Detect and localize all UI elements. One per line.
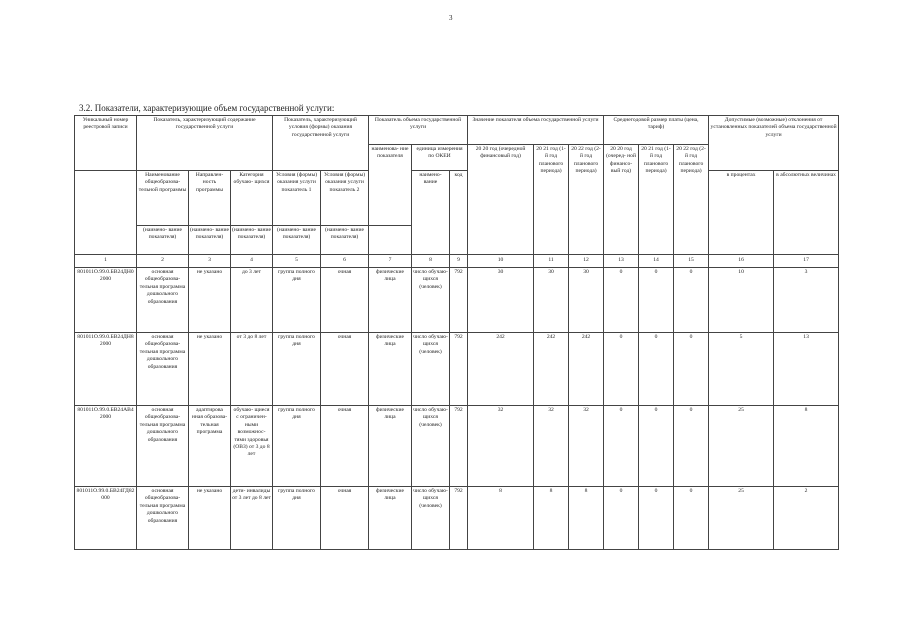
column-number: 14 — [639, 255, 674, 268]
cell-deviation-absolute: 3 — [774, 268, 839, 333]
cell-code: 792 — [450, 487, 468, 550]
cell-condition1: группа полного дня — [273, 268, 321, 333]
cell-code: 792 — [450, 268, 468, 333]
header-blank — [75, 171, 137, 255]
cell-deviation-percent: 10 — [709, 268, 774, 333]
header-sub-condition1: Условия (формы) оказания услуги показатель 1 — [273, 171, 321, 226]
header-avg-fee: Среднегодовой размер платы (цена, тариф) — [604, 116, 709, 145]
cell-value: 242 — [468, 333, 534, 406]
cell-fee: 0 — [674, 333, 709, 406]
cell-fee: 0 — [674, 268, 709, 333]
cell-deviation-absolute: 13 — [774, 333, 839, 406]
header-indicator-name: наименова- ние показателя — [369, 145, 412, 226]
column-number: 16 — [709, 255, 774, 268]
cell-indicator: физические лица — [369, 333, 412, 406]
cell-category: от 3 до 8 лет — [231, 333, 273, 406]
cell-direction: не указано — [189, 487, 231, 550]
cell-fee: 0 — [639, 333, 674, 406]
header-row-3 — [75, 171, 839, 226]
cell-value: 242 — [569, 333, 604, 406]
header-sub-category: Категория обучаю- щихся — [231, 171, 273, 226]
header-condition-indicator: Показатель, характеризующий условия (формы) оказания государственной услуги — [273, 116, 369, 171]
header-deviation: Допустимые (возможные) отклонения от установленных показателей объема государственной услуги — [709, 116, 839, 171]
header-fee-plan2: 20 22 год (2-й год планового периода) — [674, 145, 709, 255]
cell-indicator: физические лица — [369, 487, 412, 550]
cell-value: 30 — [468, 268, 534, 333]
cell-direction: не указано — [189, 268, 231, 333]
section-title: 3.2. Показатели, характеризующие объем государственной услуги: — [79, 103, 335, 113]
header-in-absolute: в абсолютных величинах — [774, 171, 839, 255]
header-sub-condition2: Условия (формы) оказания услуги показатель 2 — [321, 171, 369, 226]
table-row — [75, 406, 839, 487]
cell-unit: число обучаю- щихся (человек) — [412, 406, 450, 487]
cell-registry-id: 801011О.99.0.БВ24ДН02000 — [75, 268, 137, 333]
cell-unit: число обучаю- щихся (человек) — [412, 487, 450, 550]
cell-value: 242 — [534, 333, 569, 406]
table-row — [75, 268, 839, 333]
header-okei-unit: единица измерения по ОКЕИ — [412, 145, 468, 171]
cell-condition2: очная — [321, 487, 369, 550]
cell-fee: 0 — [604, 333, 639, 406]
column-number: 7 — [369, 255, 412, 268]
cell-fee: 0 — [674, 487, 709, 550]
header-content-indicator: Показатель, характеризующий содержание государственной услуги — [137, 116, 273, 171]
cell-deviation-percent: 25 — [709, 406, 774, 487]
header-year-next: 20 20 год (очередной финансовый год) — [468, 145, 534, 255]
cell-deviation-percent: 5 — [709, 333, 774, 406]
column-number: 13 — [604, 255, 639, 268]
cell-fee: 0 — [674, 406, 709, 487]
header-year-plan2: 20 22 год (2-й год планового периода) — [569, 145, 604, 255]
cell-registry-id: 801011О.99.0.БВ24АВ42000 — [75, 406, 137, 487]
column-number: 11 — [534, 255, 569, 268]
cell-fee: 0 — [639, 487, 674, 550]
cell-registry-id: 801011О.99.0.БВ24ГД82000 — [75, 487, 137, 550]
cell-condition2: очная — [321, 333, 369, 406]
cell-condition2: очная — [321, 268, 369, 333]
cell-value: 8 — [569, 487, 604, 550]
column-number: 6 — [321, 255, 369, 268]
column-number: 4 — [231, 255, 273, 268]
table-row — [75, 487, 839, 550]
header-volume-indicator: Показатель объема государственной услуги — [369, 116, 468, 145]
cell-condition1: группа полного дня — [273, 487, 321, 550]
header-name-of-indicator: (наимено- вание показателя) — [189, 226, 231, 255]
cell-value: 32 — [468, 406, 534, 487]
cell-program: основная общеобразова- тельная программа дошкольного образования — [137, 487, 189, 550]
column-number: 5 — [273, 255, 321, 268]
header-okei-code: код — [450, 171, 468, 255]
cell-value: 8 — [534, 487, 569, 550]
header-sub-program-name: Наименование общеобразова- тельной программы — [137, 171, 189, 226]
cell-unit: число обучаю- щихся (человек) — [412, 268, 450, 333]
header-fee-next: 20 20 год (очеред- ной финансо- вый год) — [604, 145, 639, 255]
cell-category: дети- инвалиды от 3 лет до 8 лет — [231, 487, 273, 550]
column-number: 10 — [468, 255, 534, 268]
header-okei-name: наимено- вание — [412, 171, 450, 255]
cell-registry-id: 801011О.99.0.БВ24ДН82000 — [75, 333, 137, 406]
cell-direction: адаптирова нная образова- тельная программа — [189, 406, 231, 487]
header-in-percent: в процентах — [709, 171, 774, 255]
column-number-row — [75, 255, 839, 268]
cell-condition1: группа полного дня — [273, 333, 321, 406]
cell-condition2: очная — [321, 406, 369, 487]
cell-indicator: физические лица — [369, 406, 412, 487]
header-name-of-indicator: (наимено- вание показателя) — [273, 226, 321, 255]
cell-code: 792 — [450, 333, 468, 406]
cell-indicator: физические лица — [369, 268, 412, 333]
column-number: 2 — [137, 255, 189, 268]
cell-value: 30 — [534, 268, 569, 333]
cell-program: основная общеобразова- тельная программа дошкольного образования — [137, 406, 189, 487]
cell-category: обучаю- щиеся с ограничен- ными возможнос- тями здоровья (ОВЗ) от 3 до 8 лет — [231, 406, 273, 487]
cell-value: 32 — [569, 406, 604, 487]
cell-unit: число обучаю- щихся (человек) — [412, 333, 450, 406]
column-number: 12 — [569, 255, 604, 268]
header-unique-number: Уникальный номер реестровой записи — [75, 116, 137, 171]
cell-condition1: группа полного дня — [273, 406, 321, 487]
column-number: 8 — [412, 255, 450, 268]
cell-fee: 0 — [604, 268, 639, 333]
cell-fee: 0 — [639, 268, 674, 333]
header-fee-plan1: 20 21 год (1-й год планового периода) — [639, 145, 674, 255]
header-volume-value: Значение показателя объема государственной услуги — [468, 116, 604, 145]
header-name-of-indicator: (наимено- вание показателя) — [321, 226, 369, 255]
cell-deviation-percent: 25 — [709, 487, 774, 550]
header-name-of-indicator: (наимено- вание показателя) — [231, 226, 273, 255]
header-name-of-indicator: (наимено- вание показателя) — [137, 226, 189, 255]
header-sub-program: Направлен- ность программы — [189, 171, 231, 226]
cell-value: 32 — [534, 406, 569, 487]
page-number: 3 — [449, 14, 453, 22]
column-number: 17 — [774, 255, 839, 268]
cell-direction: не указано — [189, 333, 231, 406]
cell-fee: 0 — [604, 487, 639, 550]
cell-fee: 0 — [604, 406, 639, 487]
header-year-plan1: 20 21 год (1-й год планового периода) — [534, 145, 569, 255]
cell-deviation-absolute: 2 — [774, 487, 839, 550]
volume-indicators-table — [74, 115, 839, 550]
cell-category: до 3 лет — [231, 268, 273, 333]
cell-deviation-absolute: 8 — [774, 406, 839, 487]
column-number: 9 — [450, 255, 468, 268]
column-number: 1 — [75, 255, 137, 268]
cell-value: 30 — [569, 268, 604, 333]
cell-value: 8 — [468, 487, 534, 550]
cell-fee: 0 — [639, 406, 674, 487]
column-number: 15 — [674, 255, 709, 268]
cell-code: 792 — [450, 406, 468, 487]
cell-program: основная общеобразова- тельная программа дошкольного образования — [137, 333, 189, 406]
cell-program: основная общеобразова- тельная программа дошкольного образования — [137, 268, 189, 333]
header-row-1 — [75, 116, 839, 145]
header-blank — [369, 226, 412, 255]
column-number: 3 — [189, 255, 231, 268]
table-row — [75, 333, 839, 406]
